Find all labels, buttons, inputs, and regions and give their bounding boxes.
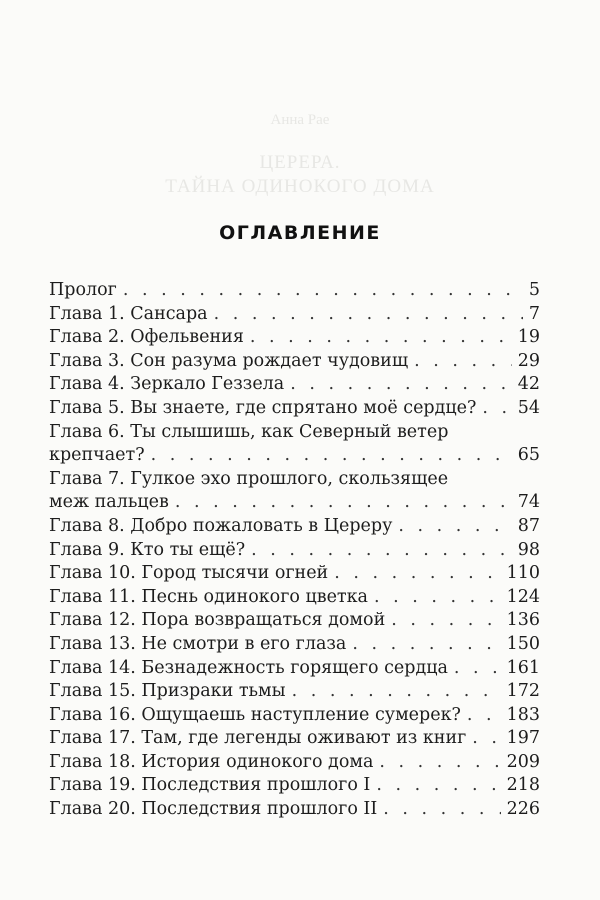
- dot-leader: [251, 539, 512, 563]
- toc-entry[interactable]: [49, 751, 540, 775]
- dot-leader: [482, 397, 511, 421]
- entry-title: Глава 10. Город тысячи огней: [49, 563, 329, 584]
- table-of-contents: [49, 279, 540, 822]
- entry-title: Глава 3. Сон разума рождает чудовищ: [49, 350, 409, 371]
- entry-title: Глава 19. Последствия прошлого I: [49, 775, 371, 796]
- entry-title: Глава 14. Безнадежность горящего сердца: [49, 657, 448, 678]
- entry-title: Глава 7. Гулкое эхо прошлого, скользящее: [49, 468, 449, 489]
- entry-page: 183: [506, 704, 540, 725]
- entry-title: Глава 13. Не смотри в его глаза: [49, 633, 347, 654]
- entry-title: Глава 8. Добро пожаловать в Цереру: [49, 515, 393, 536]
- entry-title: Глава 18. История одинокого дома: [49, 751, 374, 772]
- dot-leader: [376, 774, 500, 798]
- entry-page: 5: [528, 280, 540, 300]
- entry-title: Глава 5. Вы знаете, где спрятано моё сердце?: [49, 397, 477, 418]
- entry-title: Глава 9. Кто ты ещё?: [49, 539, 246, 560]
- dot-leader: [151, 444, 512, 468]
- entry-page: 197: [506, 728, 540, 749]
- toc-heading: ОГЛАВЛЕНИЕ: [219, 222, 381, 244]
- entry-title-continued: крепчает?: [49, 445, 145, 466]
- entry-title: Глава 6. Ты слышишь, как Северный ветер: [49, 421, 449, 442]
- entry-page: 136: [506, 610, 540, 631]
- toc-entry[interactable]: [49, 657, 540, 681]
- toc-entry[interactable]: [49, 586, 540, 610]
- dot-leader: [334, 562, 500, 586]
- toc-entry[interactable]: [49, 774, 540, 798]
- entry-page: 42: [517, 374, 540, 395]
- entry-page: 150: [506, 633, 540, 654]
- toc-entry[interactable]: [49, 539, 540, 563]
- dot-leader: [454, 657, 501, 681]
- entry-page: 209: [506, 751, 540, 772]
- dot-leader: [383, 798, 500, 822]
- toc-entry[interactable]: [49, 633, 540, 657]
- entry-page: 7: [528, 303, 540, 324]
- entry-title: Глава 17. Там, где легенды оживают из книг: [49, 728, 467, 749]
- entry-page: 98: [517, 539, 540, 560]
- entry-page: 29: [517, 350, 540, 371]
- dot-leader: [292, 680, 501, 704]
- toc-entry-line1[interactable]: [49, 468, 540, 492]
- dot-leader: [175, 491, 512, 515]
- dot-leader: [414, 350, 512, 374]
- entry-page: 19: [517, 327, 540, 348]
- dot-leader: [467, 704, 501, 728]
- entry-page: 218: [506, 775, 540, 796]
- toc-entry[interactable]: [49, 326, 540, 350]
- toc-entry[interactable]: [49, 609, 540, 633]
- entry-title: Глава 4. Зеркало Геззела: [49, 374, 285, 395]
- toc-entry[interactable]: [49, 350, 540, 374]
- toc-entry[interactable]: [49, 279, 540, 303]
- entry-title-continued: меж пальцев: [49, 492, 169, 513]
- entry-title: Глава 12. Пора возвращаться домой: [49, 610, 386, 631]
- entry-title: Глава 11. Песнь одинокого цветка: [49, 586, 368, 607]
- dot-leader: [352, 633, 500, 657]
- entry-page: 110: [506, 563, 540, 584]
- entry-title: Глава 20. Последствия прошлого II: [49, 799, 378, 820]
- entry-page: 226: [506, 799, 540, 820]
- dot-leader: [374, 586, 501, 610]
- toc-entry[interactable]: [49, 727, 540, 751]
- entry-page: 54: [517, 397, 540, 418]
- toc-entry[interactable]: [49, 798, 540, 822]
- dot-leader: [379, 751, 500, 775]
- entry-page: 74: [517, 492, 540, 513]
- bleed-through-author: Анна Рае: [270, 112, 330, 128]
- entry-page: 161: [506, 657, 540, 678]
- dot-leader: [250, 326, 512, 350]
- dot-leader: [290, 373, 511, 397]
- toc-entry[interactable]: [49, 704, 540, 728]
- entry-title: Глава 1. Сансара: [49, 303, 208, 324]
- entry-title: Пролог: [49, 280, 117, 300]
- toc-entry[interactable]: [49, 373, 540, 397]
- entry-title: Глава 16. Ощущаешь наступление сумерек?: [49, 704, 461, 725]
- entry-page: 172: [506, 681, 540, 702]
- dot-leader: [123, 279, 523, 303]
- toc-entry[interactable]: [49, 515, 540, 539]
- dot-leader: [391, 609, 500, 633]
- bleed-through-title-line2: ТАЙНА ОДИНОКОГО ДОМА: [165, 176, 435, 197]
- toc-entry[interactable]: [49, 491, 540, 515]
- toc-entry[interactable]: [49, 397, 540, 421]
- entry-page: 87: [517, 515, 540, 536]
- toc-entry[interactable]: [49, 562, 540, 586]
- dot-leader: [472, 727, 500, 751]
- toc-entry[interactable]: [49, 680, 540, 704]
- entry-page: 124: [506, 586, 540, 607]
- toc-entry[interactable]: [49, 303, 540, 327]
- dot-leader: [398, 515, 511, 539]
- entry-page: 65: [517, 445, 540, 466]
- bleed-through-title-line1: ЦЕРЕРА.: [259, 152, 341, 173]
- toc-entry-line1[interactable]: [49, 421, 540, 445]
- toc-entry[interactable]: [49, 444, 540, 468]
- dot-leader: [214, 303, 523, 327]
- entry-title: Глава 15. Призраки тьмы: [49, 681, 286, 702]
- entry-title: Глава 2. Офельвения: [49, 327, 244, 348]
